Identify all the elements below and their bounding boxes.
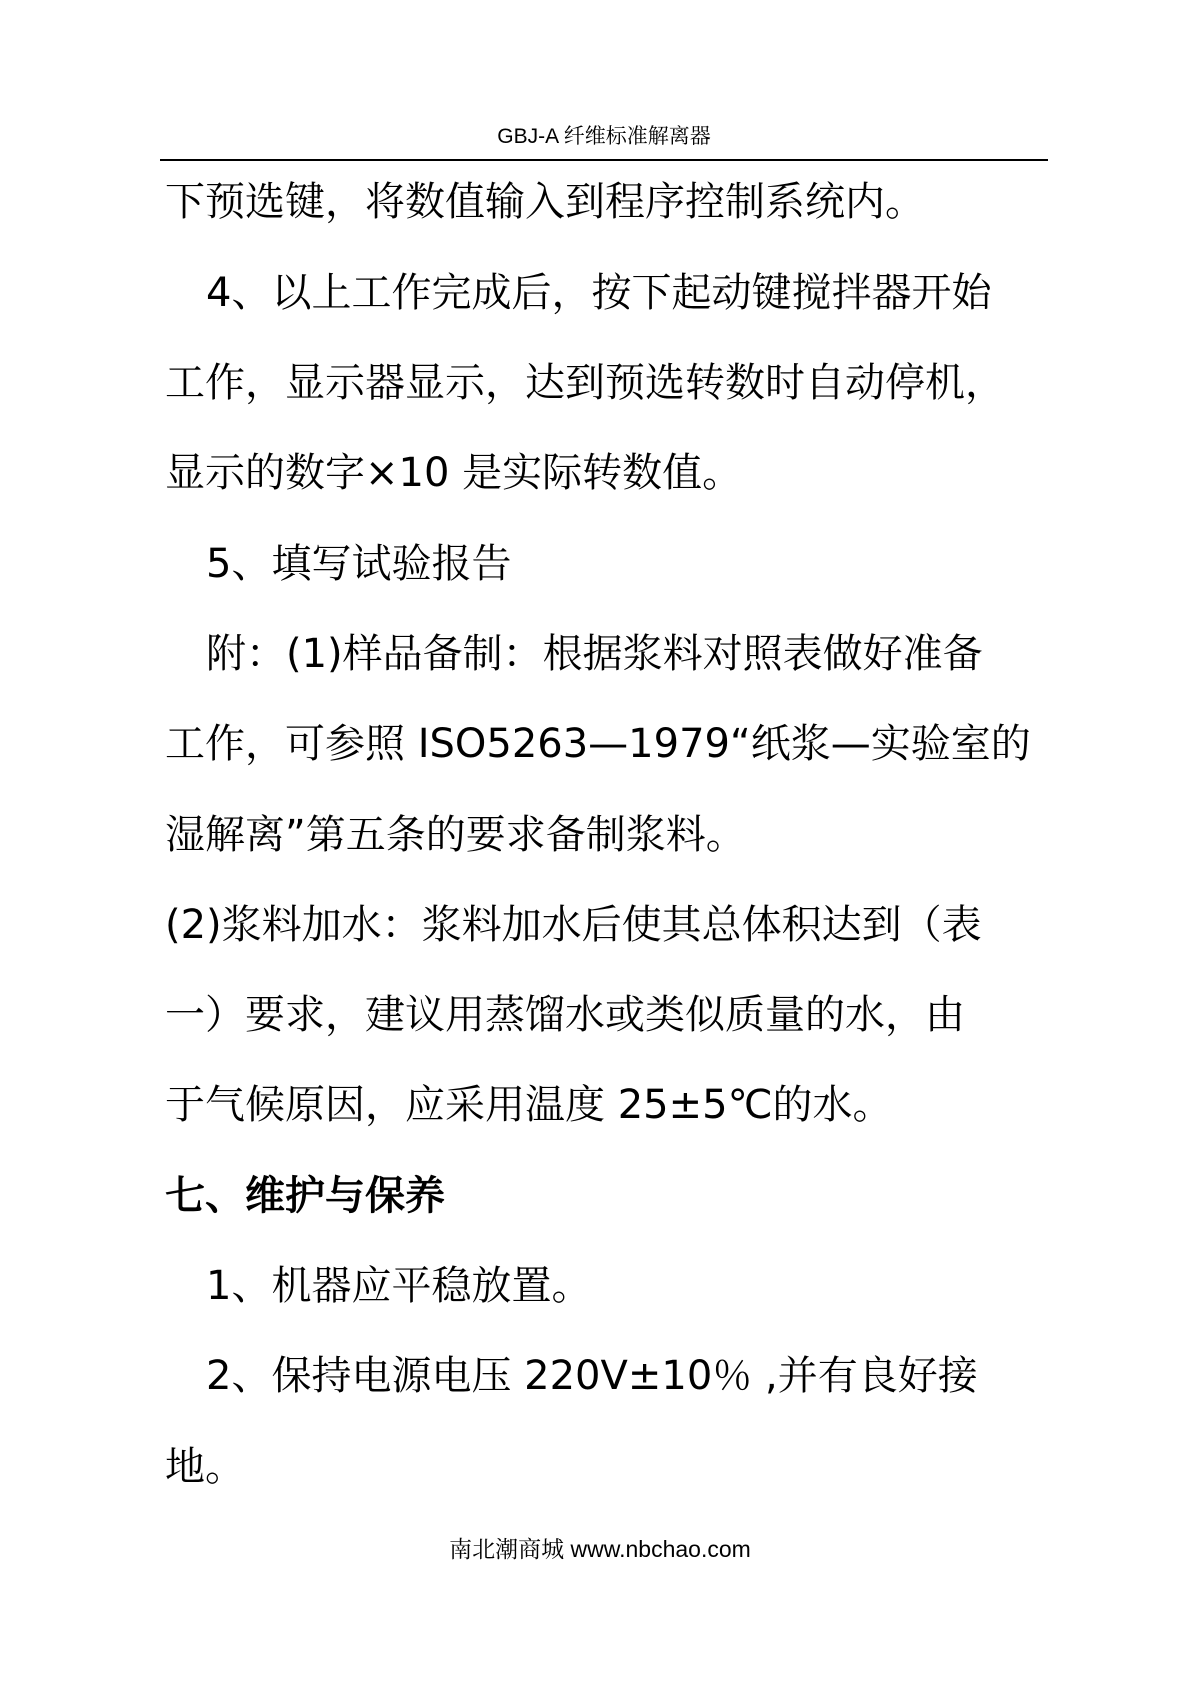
body-line-8: 湿解离”第五条的要求备制浆料。 (165, 812, 746, 858)
body-line-step-4: 4、以上工作完成后，按下起动键搅拌器开始 (206, 270, 992, 316)
page-footer-text: 南北潮商城 www.nbchao.com (449, 1536, 751, 1562)
body-line-step-5: 5、填写试验报告 (206, 541, 512, 587)
body-line-maintenance-2: 2、保持电源电压 220V±10％ ,并有良好接 (206, 1353, 978, 1399)
section-heading-maintenance: 七、维护与保养 (165, 1173, 445, 1219)
body-line-1: 下预选键，将数值输入到程序控制系统内。 (165, 179, 925, 225)
body-line-appendix-1: 附：(1)样品备制：根据浆料对照表做好准备 (206, 631, 983, 677)
body-line-10: 一）要求，建议用蒸馏水或类似质量的水，由 (165, 992, 965, 1038)
body-line-3: 工作，显示器显示，达到预选转数时自动停机， (165, 360, 1005, 406)
body-line-11: 于气候原因，应采用温度 25±5℃的水。 (165, 1082, 893, 1128)
body-line-maintenance-1: 1、机器应平稳放置。 (206, 1263, 592, 1309)
page-header-title: GBJ-A 纤维标准解离器 (497, 125, 711, 148)
body-line-7: 工作，可参照 ISO5263—1979“纸浆—实验室的 (165, 721, 1031, 767)
body-line-4: 显示的数字×10 是实际转数值。 (165, 450, 743, 496)
body-line-appendix-2: (2)浆料加水：浆料加水后使其总体积达到（表 (165, 902, 982, 948)
body-line-15: 地。 (165, 1444, 245, 1490)
header-divider (160, 159, 1048, 161)
